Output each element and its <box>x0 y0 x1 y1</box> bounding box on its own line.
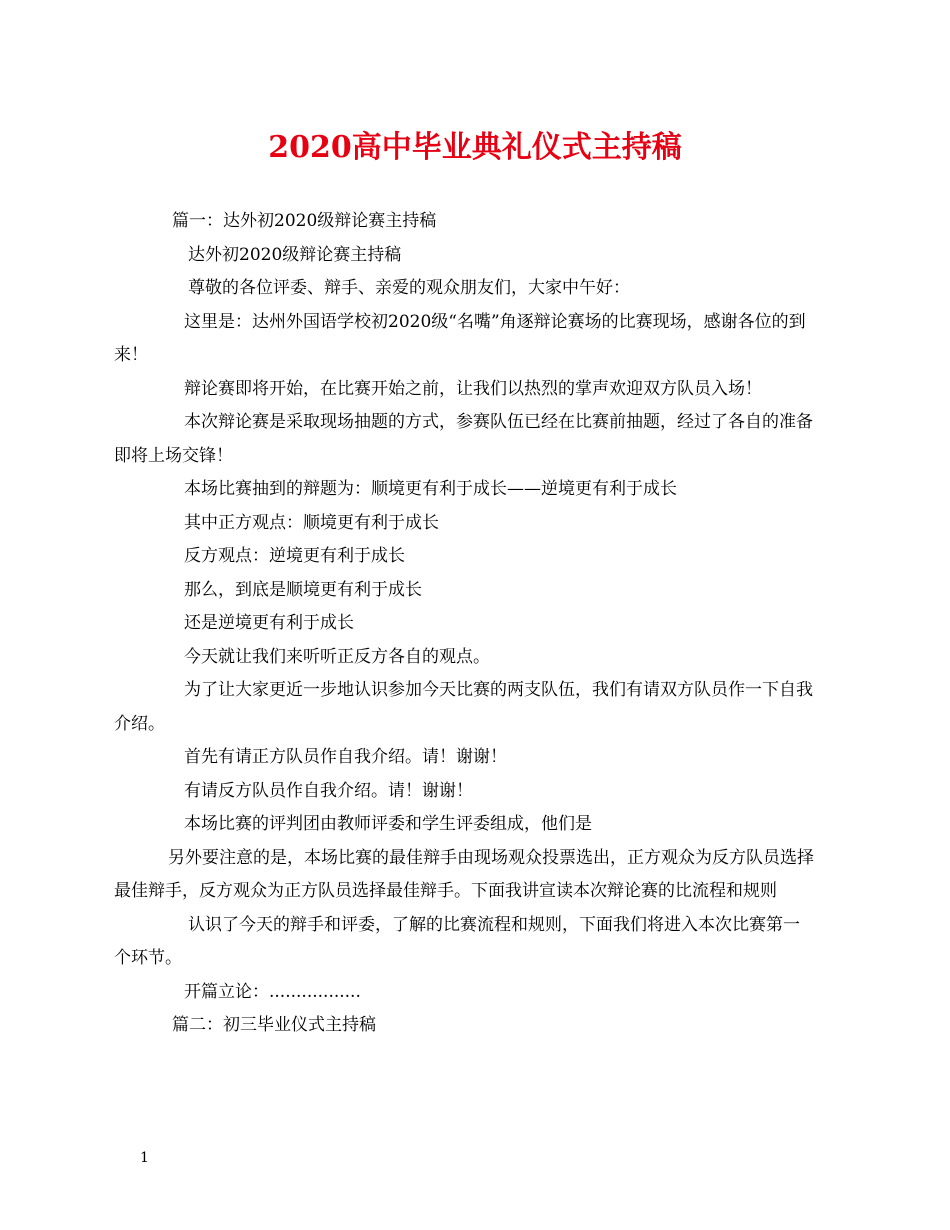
paragraph-affirmative-intro: 首先有请正方队员作自我介绍。请！谢谢！ <box>184 747 507 767</box>
paragraph-topic: 本场比赛抽到的辩题为：顺境更有利于成长——逆境更有利于成长 <box>184 479 677 499</box>
document-body <box>114 205 814 1043</box>
paragraph-opening: 开篇立论：................. <box>184 981 361 1002</box>
page-number: 1 <box>140 1150 149 1166</box>
paragraph-subtitle: 达外初2020级辩论赛主持稿 <box>188 244 402 265</box>
document-title: 2020高中毕业典礼仪式主持稿 <box>268 130 682 165</box>
paragraph-negative: 反方观点：逆境更有利于成长 <box>184 546 405 566</box>
paragraph-entrance: 辩论赛即将开始，在比赛开始之前，让我们以热烈的掌声欢迎双方队员入场！ <box>184 378 762 399</box>
paragraph-first-round: 认识了今天的辩手和评委，了解的比赛流程和规则，下面我们将进入本次比赛第一个环节。 <box>114 914 800 968</box>
paragraph-judges: 本场比赛的评判团由教师评委和学生评委组成，他们是 <box>184 814 592 834</box>
paragraph-question-1: 那么，到底是顺境更有利于成长 <box>184 579 422 600</box>
paragraph-welcome: 这里是：达州外国语学校初2020级“名嘴”角逐辩论赛场的比赛现场，感谢各位的到来！ <box>114 311 806 365</box>
paragraph-question-2: 还是逆境更有利于成长 <box>184 613 354 633</box>
paragraph-negative-intro: 有请反方队员作自我介绍。请！谢谢！ <box>184 780 473 801</box>
paragraph-introduce: 为了让大家更近一步地认识参加今天比赛的两支队伍，我们有请双方队员作一下自我介绍。 <box>114 680 813 734</box>
paragraph-format: 本次辩论赛是采取现场抽题的方式，参赛队伍已经在比赛前抽题，经过了各自的准备即将上场交锋！ <box>114 412 813 466</box>
paragraph-listen: 今天就让我们来听听正反方各自的观点。 <box>184 646 490 667</box>
section-heading-2: 篇二：初三毕业仪式主持稿 <box>172 1015 376 1035</box>
paragraph-greeting: 尊敬的各位评委、辩手、亲爱的观众朋友们，大家中午好： <box>188 278 630 298</box>
section-heading-1: 篇一：达外初2020级辩论赛主持稿 <box>172 211 437 231</box>
paragraph-affirmative: 其中正方观点：顺境更有利于成长 <box>184 512 439 533</box>
paragraph-best-debater: 另外要注意的是，本场比赛的最佳辩手由现场观众投票选出，正方观众为反方队员选择最佳辩手，反方观众为正方队员选择最佳辩手。下面我讲宣读本次辩论赛的比流程和规则 <box>114 847 814 901</box>
